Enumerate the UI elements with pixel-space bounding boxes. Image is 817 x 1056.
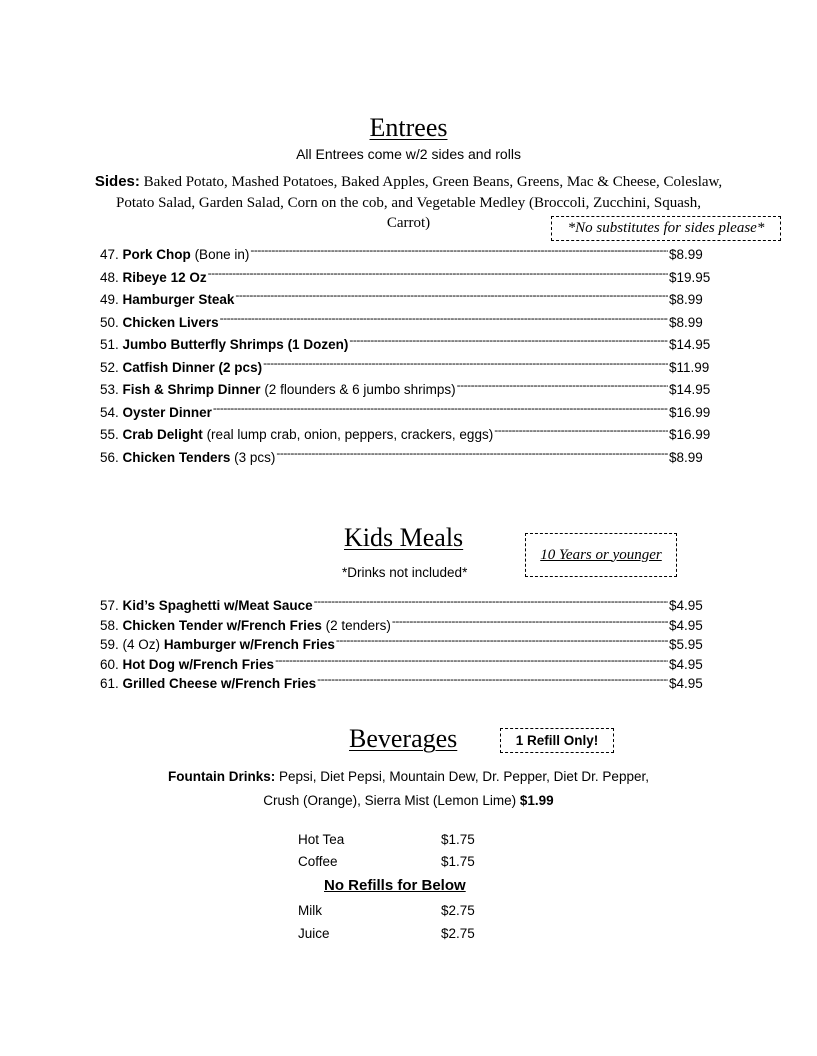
menu-item-row (100, 403, 715, 420)
dotted-leader (213, 403, 668, 417)
item-name: Hamburger w/French Fries (163, 637, 335, 652)
item-price: $11.99 (669, 359, 710, 375)
beverage-name: Milk (298, 903, 322, 918)
beverage-price: $1.75 (441, 832, 475, 847)
beverage-price: $1.75 (441, 854, 475, 869)
item-name: Hot Dog w/French Fries (122, 656, 275, 672)
dotted-leader (336, 635, 668, 649)
item-number: 61. (100, 676, 119, 691)
item-number: 47. (100, 247, 119, 262)
kids-age-note (525, 533, 677, 577)
dotted-leader (317, 674, 668, 688)
item-name: Hamburger Steak (122, 292, 235, 307)
beverages-heading: Beverages (349, 724, 458, 753)
refill-note-text: 1 Refill Only! (515, 733, 599, 748)
dotted-leader (349, 335, 668, 349)
dotted-leader (275, 655, 668, 669)
item-name: Fish & Shrimp Dinner (122, 382, 261, 397)
sides-line-1: Baked Potato, Mashed Potatoes, Baked Apples, Green Beans, Greens, Mac & Cheese, Coleslaw, (143, 174, 723, 190)
dotted-leader (250, 245, 668, 259)
item-price: $16.99 (669, 404, 711, 420)
item-number: 58. (100, 617, 119, 633)
item-number: 52. (100, 359, 119, 375)
item-detail: (Bone in) (190, 247, 250, 262)
dotted-leader (276, 448, 668, 462)
item-number: 57. (100, 598, 119, 613)
item-number: 56. (100, 449, 119, 465)
refill-note (500, 728, 614, 753)
menu-item-row (100, 290, 715, 307)
item-number: 60. (100, 656, 119, 672)
menu-item-row (100, 655, 715, 672)
dotted-leader (263, 358, 668, 372)
item-price: $5.95 (669, 637, 703, 652)
item-price: $19.95 (669, 269, 711, 285)
item-number: 54. (100, 404, 119, 420)
item-number: 53. (100, 382, 119, 397)
menu-item-row (100, 358, 715, 375)
item-price: $8.99 (669, 292, 703, 307)
beverage-price: $2.75 (441, 926, 475, 941)
item-price: $8.99 (669, 247, 703, 262)
dotted-leader (208, 268, 668, 282)
item-price: $8.99 (669, 449, 703, 465)
item-name: Ribeye 12 Oz (122, 269, 207, 285)
menu-item-row (100, 313, 715, 330)
kids-age-note-text: 10 Years or younger (540, 546, 662, 563)
fountain-label: Fountain Drinks: (168, 769, 276, 784)
item-name: Pork Chop (122, 247, 191, 262)
fountain-price: $1.99 (519, 793, 554, 808)
item-number: 55. (100, 427, 119, 442)
item-number: 48. (100, 269, 119, 285)
beverage-name: Juice (298, 926, 330, 941)
menu-item-row (100, 245, 715, 262)
item-price: $14.95 (669, 382, 711, 397)
sides-line-3: Carrot) (386, 215, 431, 231)
item-number: 59. (100, 637, 119, 652)
menu-item-row (100, 635, 715, 652)
entrees-heading: Entrees (369, 113, 448, 142)
item-name: Kid’s Spaghetti w/Meat Sauce (122, 598, 313, 613)
item-price: $8.99 (669, 314, 703, 330)
beverage-price: $2.75 (441, 903, 475, 918)
fountain-line-2: Crush (Orange), Sierra Mist (Lemon Lime) (263, 793, 517, 808)
item-name: Chicken Tender w/French Fries (122, 617, 322, 633)
menu-item-row (100, 674, 715, 691)
menu-item-row (100, 268, 715, 285)
item-price: $4.95 (669, 617, 703, 633)
dotted-leader (314, 596, 668, 610)
item-detail: (2 flounders & 6 jumbo shrimps) (260, 382, 456, 397)
menu-item-row (100, 335, 715, 352)
item-name: Catfish Dinner (2 pcs) (122, 359, 263, 375)
beverage-name: Hot Tea (298, 832, 345, 847)
no-refills-heading: No Refills for Below (324, 877, 466, 894)
item-price: $4.95 (669, 676, 703, 691)
fountain-line-1: Pepsi, Diet Pepsi, Mountain Dew, Dr. Pepper, Diet Dr. Pepper, (279, 769, 649, 784)
sides-label: Sides: (94, 173, 140, 190)
fountain-drinks (0, 765, 817, 813)
item-name: Crab Delight (122, 427, 203, 442)
sides-line-2: Potato Salad, Garden Salad, Corn on the cob, and Vegetable Medley (Broccoli, Zucchini, Squash, (116, 194, 701, 211)
dotted-leader (220, 313, 668, 327)
item-prefix: (4 Oz) (122, 637, 164, 652)
menu-item-row (100, 425, 715, 442)
item-number: 49. (100, 292, 119, 307)
dotted-leader (457, 380, 668, 394)
item-detail: (real lump crab, onion, peppers, crackers, eggs) (202, 427, 494, 442)
dotted-leader (392, 616, 668, 630)
item-name: Oyster Dinner (122, 404, 212, 420)
kids-drinks-note: *Drinks not included* (342, 565, 468, 580)
item-number: 51. (100, 337, 119, 352)
item-name: Chicken Livers (122, 314, 219, 330)
menu-item-row (100, 616, 715, 633)
entrees-subtitle: All Entrees come w/2 sides and rolls (296, 146, 521, 162)
menu-item-row (100, 448, 715, 465)
item-price: $16.99 (669, 427, 711, 442)
kids-meals-heading: Kids Meals (344, 523, 464, 552)
dotted-leader (494, 425, 668, 439)
item-detail: (3 pcs) (230, 449, 276, 465)
item-number: 50. (100, 314, 119, 330)
item-name: Grilled Cheese w/French Fries (122, 676, 317, 691)
dotted-leader (235, 290, 668, 304)
no-substitutes-note: *No substitutes for sides please* (551, 216, 781, 241)
item-price: $4.95 (669, 656, 703, 672)
menu-item-row (100, 596, 715, 613)
item-detail: (2 tenders) (321, 617, 391, 633)
item-name: Chicken Tenders (122, 449, 231, 465)
beverage-name: Coffee (298, 854, 338, 869)
item-name: Jumbo Butterfly Shrimps (1 Dozen) (122, 337, 349, 352)
item-price: $4.95 (669, 598, 703, 613)
menu-item-row (100, 380, 715, 397)
item-price: $14.95 (669, 337, 711, 352)
